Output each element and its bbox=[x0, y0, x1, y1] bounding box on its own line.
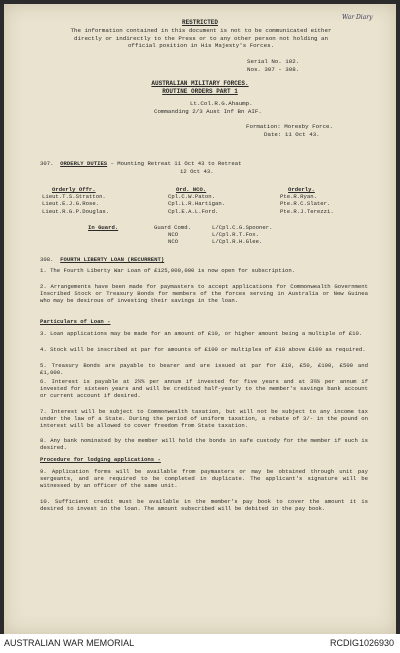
restricted-heading: RESTRICTED bbox=[181, 19, 218, 26]
archive-name: AUSTRALIAN WAR MEMORIAL bbox=[4, 638, 135, 648]
procedure-item: 10. Sufficient credit must be available in the member's pay book to cover the amount it is desired to invest in the loan. The amount subscribed will be debited in the pay book. bbox=[40, 498, 368, 512]
routine-orders-title: ROUTINE ORDERS PART 1 bbox=[162, 88, 238, 95]
orderly-nco-heading: Ord. NCO. bbox=[176, 186, 207, 193]
list-item: Cpl.E.A.L.Ford. bbox=[168, 207, 219, 215]
handwritten-note: War Diary bbox=[342, 14, 373, 21]
guard-name: L/Cpl.C.G.Spooner. bbox=[212, 224, 273, 231]
list-item: Cpl.L.R.Hartigan. bbox=[168, 200, 226, 208]
commander-name: Lt.Col.R.G.Ahaump. bbox=[190, 100, 253, 107]
para-307-title: ORDERLY DUTIES bbox=[60, 160, 108, 167]
para-307-sub: 12 Oct 43. bbox=[180, 168, 214, 175]
orderly-officer-column bbox=[42, 186, 109, 215]
list-item: Pte.R.J.Terezzi. bbox=[280, 207, 334, 215]
order-numbers: Nos. 307 - 308. bbox=[247, 65, 300, 73]
list-item: Lieut.R.G.P.Douglas. bbox=[42, 207, 110, 215]
formation: Formation: Moresby Force. bbox=[246, 123, 333, 130]
list-item: Pte.R.C.Slater. bbox=[280, 200, 331, 208]
orderly-column bbox=[280, 186, 334, 215]
procedure-heading: Procedure for lodging applications - bbox=[40, 456, 161, 463]
list-item: Cpl.C.W.Paton. bbox=[168, 193, 215, 201]
para-307-text: - Mounting Retreat 11 Oct 43 to Retreat bbox=[110, 160, 242, 167]
para-307-number: 307. bbox=[40, 160, 54, 167]
particulars-item: 3. Loan applications may be made for an amount of £10, or higher amount being a multiple of £10. bbox=[40, 330, 363, 337]
guard-name: L/Cpl.R.T.Fox. bbox=[212, 231, 259, 239]
document-page bbox=[4, 4, 396, 634]
procedure-item: 9. Application forms will be available from paymasters or may be obtained through unit pay sergeants, and are required to be completed in duplicate. The applicant's signature will be witnessed by an officer of the same unit. bbox=[40, 468, 368, 489]
in-guard-label: In Guard. bbox=[88, 224, 119, 231]
para-308-title: FOURTH LIBERTY LOAN (RECURRENT) bbox=[60, 256, 165, 263]
particulars-item: 6. Interest is payable at 2½% per annum if invested for five years and at 3¼% per annum if invested for sixteen years and will be credited half-yearly to the member's savings bank account or current account if desired. bbox=[40, 378, 368, 399]
date: Date: 11 Oct 43. bbox=[264, 130, 320, 138]
guard-role: Guard Comd. bbox=[154, 224, 191, 231]
particulars-item: 5. Treasury Bonds are payable to bearer and are issued at par for £10, £50, £100, £500 and £1,000. bbox=[40, 362, 368, 376]
commander-block bbox=[154, 100, 262, 115]
orderly-officer-heading: Orderly Offr. bbox=[52, 186, 96, 193]
list-item: Lieut.E.J.G.Rose. bbox=[42, 200, 100, 208]
guard-role: NCO bbox=[168, 231, 179, 239]
list-item: Lieut.T.S.Stratton. bbox=[42, 193, 106, 201]
guard-role: NCO bbox=[168, 238, 179, 246]
serial-number: Serial No. 102. bbox=[247, 58, 300, 65]
particulars-item: 7. Interest will be subject to Commonwealth taxation, but will not be subject to any income tax under the law of a State. During the period of uniform taxation, a rebate of 3/- in the pound on interest will be allowed to cover freedom from State taxation. bbox=[40, 408, 368, 429]
orderly-nco-column bbox=[168, 186, 225, 215]
guard-names bbox=[212, 224, 272, 246]
serial-block bbox=[247, 58, 299, 73]
para-308-p1: 1. The Fourth Liberty War Loan of £125,000,000 is now open for subscription. bbox=[40, 267, 296, 274]
para-307 bbox=[40, 160, 241, 167]
unit-title: AUSTRALIAN MILITARY FORCES. bbox=[151, 80, 249, 87]
para-308-number: 308. bbox=[40, 256, 54, 263]
archive-id: RCDIG1026930 bbox=[329, 638, 394, 648]
para-308-p2: 2. Arrangements have been made for paymasters to accept applications for Commonwealth Government Inscribed Stock or Treasury Bonds for members of the forces serving in Australia or New Guinea who may be desirous of investing their savings in the loan. bbox=[40, 283, 368, 304]
archive-footer bbox=[0, 634, 400, 653]
security-notice: The information contained in this document is not to be communicated either directly or indirectly to the Press or to any other person not holding an official position in His Majesty's Forces. bbox=[70, 27, 332, 49]
para-308 bbox=[40, 256, 164, 263]
guard-roles bbox=[154, 224, 191, 246]
list-item: Pte.R.Ryan. bbox=[280, 193, 317, 201]
particulars-item: 8. Any bank nominated by the member will hold the bonds in safe custody for the member if such is desired. bbox=[40, 437, 368, 451]
commander-unit: Commanding 2/3 Aust Inf Bn AIF. bbox=[154, 107, 262, 115]
formation-block bbox=[246, 123, 333, 138]
particulars-item: 4. Stock will be inscribed at par for amounts of £100 or multiples of £10 above £100 as required. bbox=[40, 346, 366, 353]
guard-name: L/Cpl.R.H.Glee. bbox=[212, 238, 263, 246]
orderly-heading: Orderly. bbox=[288, 186, 315, 193]
particulars-heading: Particulars of Loan - bbox=[40, 318, 111, 325]
